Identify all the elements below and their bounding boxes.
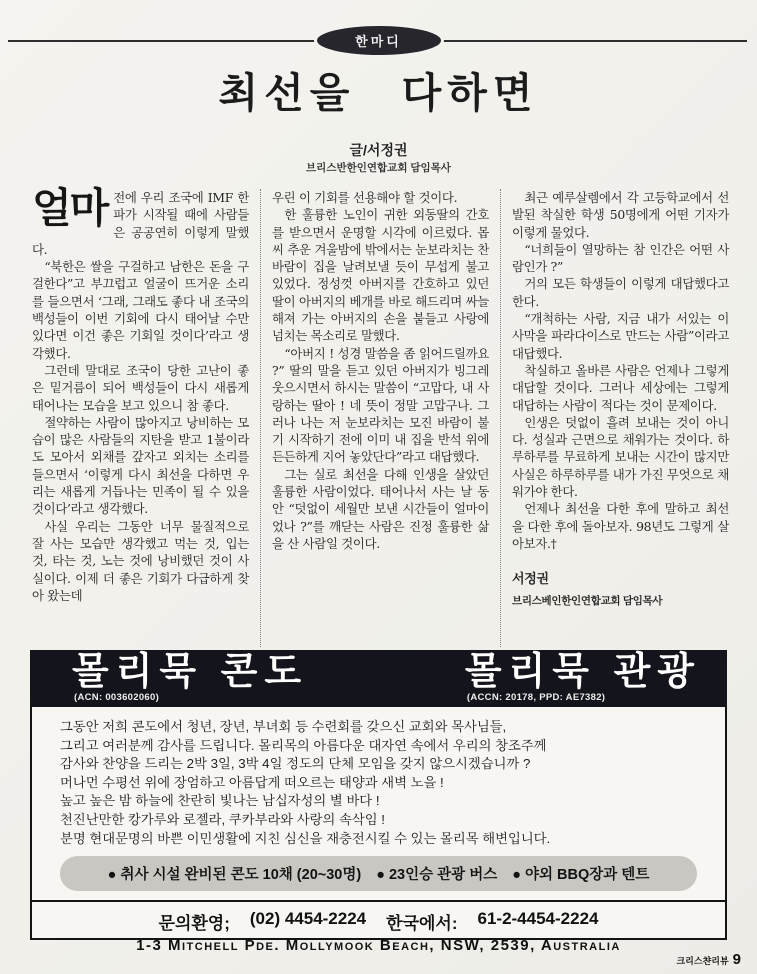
ad-header <box>30 650 727 707</box>
page-title: 최선을 다하면 <box>218 69 539 117</box>
ad-feature-bbq: ● 야외 BBQ장과 텐트 <box>512 867 650 884</box>
paragraph: 우린 이 기회를 선용해야 할 것이다. <box>272 190 458 205</box>
article-byline: 글/서정권 <box>349 142 408 158</box>
paragraph: 최근 예루살렘에서 각 고등학교에서 선발된 착실한 학생 50명에게 어떤 기자가 이렇게 물었다. <box>512 190 729 240</box>
ad-copy-line: 감사와 찬양을 드리는 2박 3일, 3박 4일 정도의 단체 모임을 갖지 않으시겠습니까 ? <box>60 756 531 772</box>
author-signature-org: 브리스베인한인연합교회 담임목사 <box>512 594 663 607</box>
paragraph: 절약하는 사람이 많아지고 낭비하는 모습이 많은 사람들의 지탄을 받고 1불이라도 모아서 외채를 갚자고 외치는 소리를 들으면서 ‘이렇게 다시 최선을 다하면 우리는 새롭게 거듭나는 민족이 될 수 있을 것이다’라고 생각했다. <box>32 414 249 517</box>
ad-title-tour: 몰리묵 관광 <box>464 651 701 693</box>
advertisement <box>30 650 727 955</box>
ad-copy-line: 분명 현대문명의 바쁜 이민생활에 지친 심신을 재충전시킬 수 있는 몰리목 해변입니다. <box>60 830 551 846</box>
paragraph: 사실 우리는 그동안 너무 물질적으로 잘 사는 모습만 생각했고 먹는 것, 입는 것, 타는 것, 노는 것에 낭비했던 것이 사실이다. 이제 더 좋은 기회가 다급하게 찾아 왔는데 <box>32 518 249 603</box>
ad-title-condo: 몰리묵 콘도 <box>72 651 309 693</box>
ad-acn-left: (ACN: 003602060) <box>74 691 160 703</box>
paragraph: “북한은 쌀을 구걸하고 남한은 돈을 구걸한다”고 부끄럽고 얼굴이 뜨거운 소리를 들으면서 ‘그래, 그래도 좋다 내 조국의 백성들이 이번 기회에 다시 태어날 수만 있다면 이건 좋은 기회일 것이다’라고 생각했다. <box>32 259 249 361</box>
article-column-3 <box>500 189 729 647</box>
ad-copy-line: 높고 높은 밤 하늘에 찬란히 빛나는 남십자성의 별 바다 ! <box>60 793 380 809</box>
ad-copy-line: 머나먼 수평선 위에 장엄하고 아름답게 떠오르는 태양과 새벽 노을 ! <box>60 774 444 790</box>
korea-label: 한국에서: <box>386 914 458 934</box>
paragraph: 거의 모든 학생들이 이렇게 대답했다고 한다. <box>512 276 729 309</box>
ad-copy-line: 그리고 여러분께 감사를 드립니다. 몰리목의 아름다운 대자연 속에서 우리의 창조주께 <box>60 737 547 753</box>
section-badge-label: 한마디 <box>355 34 402 49</box>
contact-label: 문의환영; <box>158 914 230 934</box>
drop-cap: 얼마 <box>32 185 108 231</box>
paragraph: “너희들이 열망하는 참 인간은 어떤 사람인가 ?” <box>512 241 729 275</box>
paragraph: 한 훌륭한 노인이 귀한 외동딸의 간호를 받으면서 운명할 시각에 이르렀다. 몹씨 추운 겨울밤에 밖에서는 눈보라치는 찬 바람이 집을 날려보낼 듯이 무섭게 불고 있었다. 정성껏 아버지를 간호하고 있던 딸이 아버지의 베개를 바로 해드리며 싸늘해져 가는 아버지의 손을 붙들고 사랑에 넘치는 목소리로 말했다. <box>272 207 489 344</box>
ad-feature-bar <box>60 856 697 891</box>
author-signature: 서정권 <box>512 571 549 587</box>
article-body <box>32 185 729 647</box>
phone-local: (02) 4454-2224 <box>249 909 367 929</box>
article-column-1 <box>32 185 260 647</box>
ad-title-block-right <box>465 653 701 703</box>
paragraph: 착실하고 올바른 사람은 언제나 그렇게 대답할 것이다. 그러나 세상에는 그렇게 대답하는 사람이 적다는 것이 문제이다. <box>512 362 729 413</box>
paragraph: 언제나 최선을 다한 후에 말하고 최선을 다한 후에 돌아보자. 98년도 그렇게 살아보자.† <box>512 501 729 551</box>
article-column-2 <box>260 189 500 647</box>
page-number: 9 <box>732 951 741 968</box>
magazine-name: 크리스챤리뷰 <box>676 956 729 966</box>
ad-copy-line: 천진난만한 캉가루와 로젤라, 쿠카부라와 사랑의 속삭임 ! <box>60 811 385 827</box>
paragraph: 그런데 말대로 조국이 당한 고난이 좋은 밑거름이 되어 백성들이 다시 새롭게 태어나는 모습을 보고 있으니 참 좋다. <box>32 362 249 413</box>
ad-contact-section <box>32 900 725 962</box>
ad-feature-bus: ● 23인승 관광 버스 <box>376 867 498 884</box>
paragraph: “아버지 ! 성경 말씀을 좀 읽어드릴까요 ?” 딸의 말을 듣고 있던 아버지가 빙그레 웃으시면서 하시는 말씀이 “고맙다, 내 사랑하는 딸아 ! 네 뜻이 정말 고맙구나. 그러나 나는 저 눈보라치는 모진 바람이 불기 시작하기 전에 이미 내 집을 반석 위에 든든하게 지어 놓았단다”라고 대답했다. <box>272 345 489 465</box>
lead-paragraph <box>32 185 249 258</box>
paragraph: 그는 실로 최선을 다해 인생을 살았던 훌륭한 사람이었다. 태어나서 사는 날 동안 “덧없이 세월만 보낸 시간들이 얼마이었나 ?”를 깨닫는 사람은 진정 훌륭한 삶을 산 사람일 것이다. <box>272 466 489 551</box>
ad-copy-line: 그동안 저희 콘도에서 청년, 장년, 부녀회 등 수련회를 갖으신 교회와 목사님들, <box>60 719 507 734</box>
phone-international: 61-2-4454-2224 <box>477 909 599 929</box>
ad-acn-right: (ACCN: 20178, PPD: AE7382) <box>466 691 606 703</box>
ad-address: 1-3 Mitchell Pde. Mollymook Beach, NSW, 2539, Australia <box>136 937 621 955</box>
ad-title-block-left <box>72 653 308 703</box>
paragraph: 인생은 덧없이 흘려 보내는 것이 아니다. 성실과 근면으로 채워가는 것이다. 하루하루를 무료하게 보내는 시간이 많지만 사실은 하루하루를 내가 가진 무엇으로 채워가야 한다. <box>512 414 729 500</box>
ad-copy <box>32 707 725 848</box>
ad-body <box>30 707 727 955</box>
section-badge <box>317 26 441 55</box>
page-footer <box>676 951 741 968</box>
paragraph: “개척하는 사람, 지금 내가 서있는 이 사막을 파라다이스로 만드는 사람”이라고 대답했다. <box>512 311 729 361</box>
article-byline-org: 브리스반한인연합교회 담임목사 <box>306 162 451 174</box>
lead-text: 전에 우리 조국에 IMF 한파가 시작될 때에 사람들은 공공연히 이렇게 말했다. <box>32 190 249 257</box>
ad-feature-condo: ● 취사 시설 완비된 콘도 10채 (20~30명) <box>107 867 362 884</box>
ad-phone-line <box>32 909 725 934</box>
